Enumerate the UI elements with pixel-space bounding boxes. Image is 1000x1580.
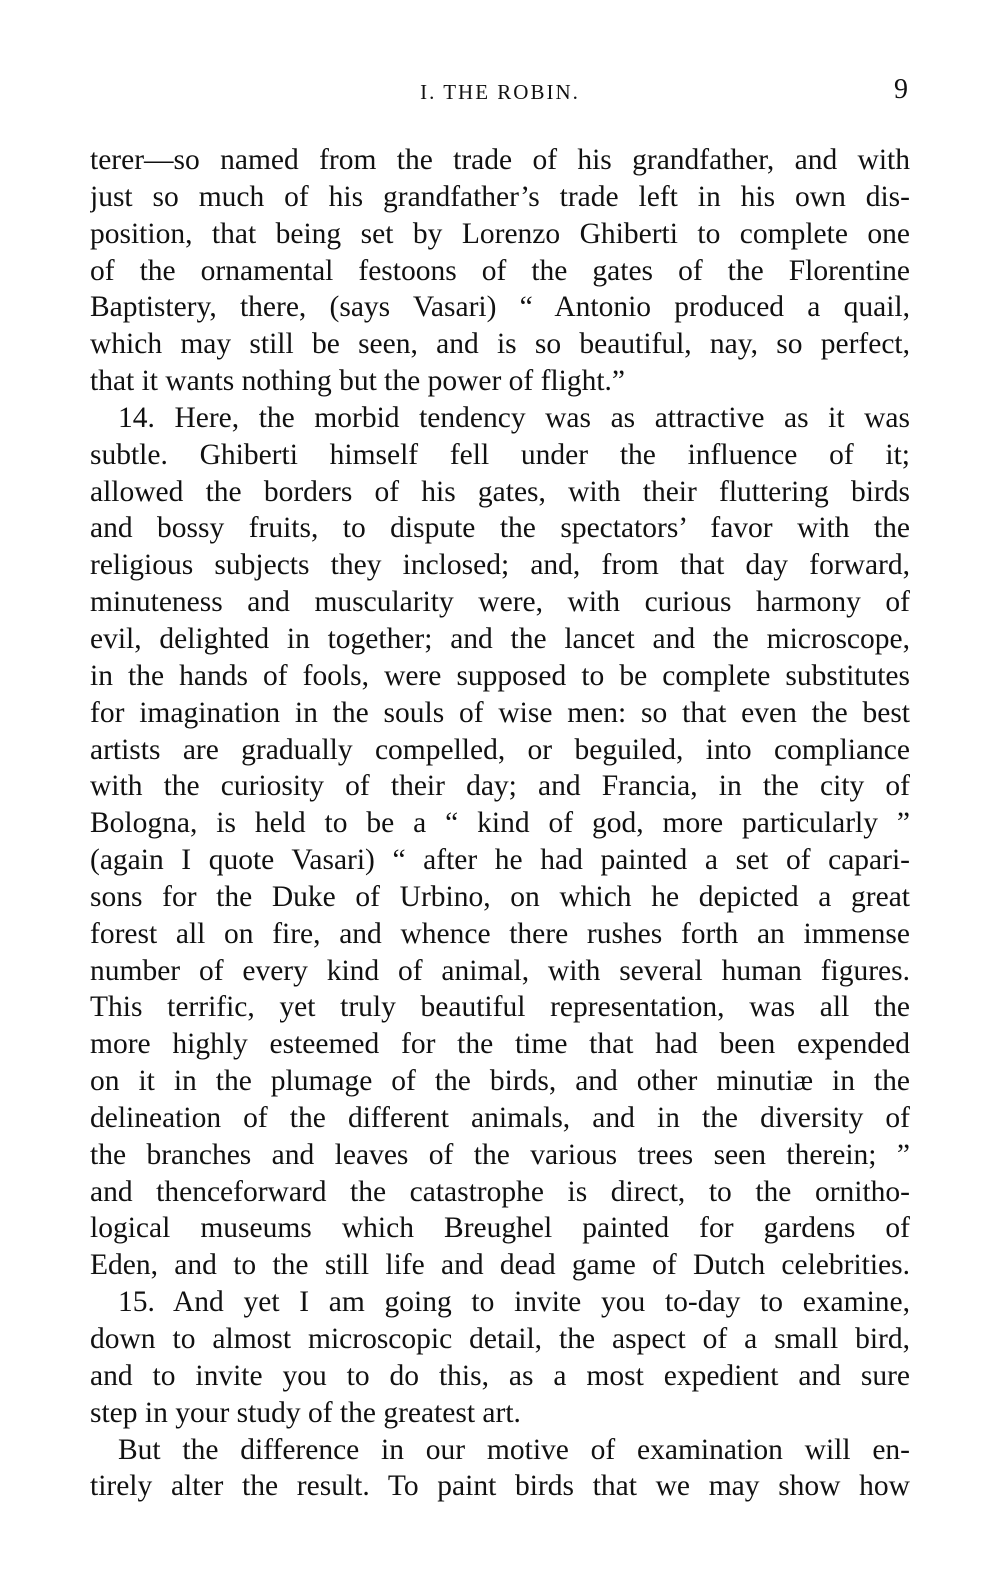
text-line: sons for the Duke of Urbino, on which he depicted a great [90, 880, 910, 913]
text-line: delineation of the different animals, and in the diversity of [90, 1101, 910, 1134]
text-line: and to invite you to do this, as a most expedient and sure [90, 1359, 910, 1392]
text-line: that it wants nothing but the power of flight.” [90, 365, 626, 398]
running-head [90, 72, 910, 112]
text-line: which may still be seen, and is so beautiful, nay, so perfect, [90, 328, 910, 361]
text-line: Baptistery, there, (says Vasari) “ Antonio produced a quail, [90, 291, 910, 324]
text-line: artists are gradually compelled, or beguiled, into compliance [90, 733, 910, 766]
text-line: 15. And yet I am going to invite you to-day to examine, [118, 1286, 910, 1319]
text-line: number of every kind of animal, with several human figures. [90, 954, 910, 987]
text-line: more highly esteemed for the time that had been expended [90, 1028, 910, 1061]
text-line: just so much of his grandfather’s trade left in his own dis- [90, 180, 910, 213]
body-text [90, 142, 910, 1505]
text-line: position, that being set by Lorenzo Ghiberti to complete one [90, 217, 910, 250]
running-title: I. THE ROBIN. [420, 80, 580, 104]
text-line: Bologna, is held to be a “ kind of god, more particularly ” [90, 807, 910, 840]
text-line: 14. Here, the morbid tendency was as attractive as it was [118, 401, 910, 434]
text-line: evil, delighted in together; and the lancet and the microscope, [90, 622, 910, 655]
text-line: But the difference in our motive of examination will en- [118, 1433, 910, 1466]
text-line: in the hands of fools, were supposed to be complete substitutes [90, 659, 910, 692]
text-line: down to almost microscopic detail, the aspect of a small bird, [90, 1323, 910, 1355]
text-line: tirely alter the result. To paint birds that we may show how [90, 1470, 910, 1503]
text-line: subtle. Ghiberti himself fell under the influence of it; [90, 438, 910, 471]
text-line: of the ornamental festoons of the gates of the Florentine [90, 254, 910, 287]
text-line: logical museums which Breughel painted for gardens of [90, 1212, 910, 1245]
text-line: allowed the borders of his gates, with their fluttering birds [90, 475, 910, 508]
text-line: forest all on fire, and whence there rushes forth an immense [90, 917, 910, 950]
text-line: This terrific, yet truly beautiful representation, was all the [90, 991, 910, 1024]
text-line: terer—so named from the trade of his grandfather, and with [90, 144, 910, 176]
text-line: step in your study of the greatest art. [90, 1396, 521, 1429]
text-line: Eden, and to the still life and dead game of Dutch celebrities. [90, 1249, 910, 1282]
text-line: and bossy fruits, to dispute the spectators’ favor with the [90, 512, 910, 545]
text-line: (again I quote Vasari) “ after he had painted a set of capari- [90, 844, 910, 877]
page-number: 9 [894, 74, 908, 105]
text-line: minuteness and muscularity were, with curious harmony of [90, 586, 910, 619]
text-line: religious subjects they inclosed; and, from that day forward, [90, 549, 910, 582]
text-line: the branches and leaves of the various trees seen therein; ” [90, 1138, 910, 1171]
text-line: for imagination in the souls of wise men: so that even the best [90, 696, 910, 729]
text-line: on it in the plumage of the birds, and other minutiæ in the [90, 1065, 910, 1098]
text-line: and thenceforward the catastrophe is direct, to the ornitho- [90, 1175, 910, 1208]
text-line: with the curiosity of their day; and Francia, in the city of [90, 770, 910, 803]
